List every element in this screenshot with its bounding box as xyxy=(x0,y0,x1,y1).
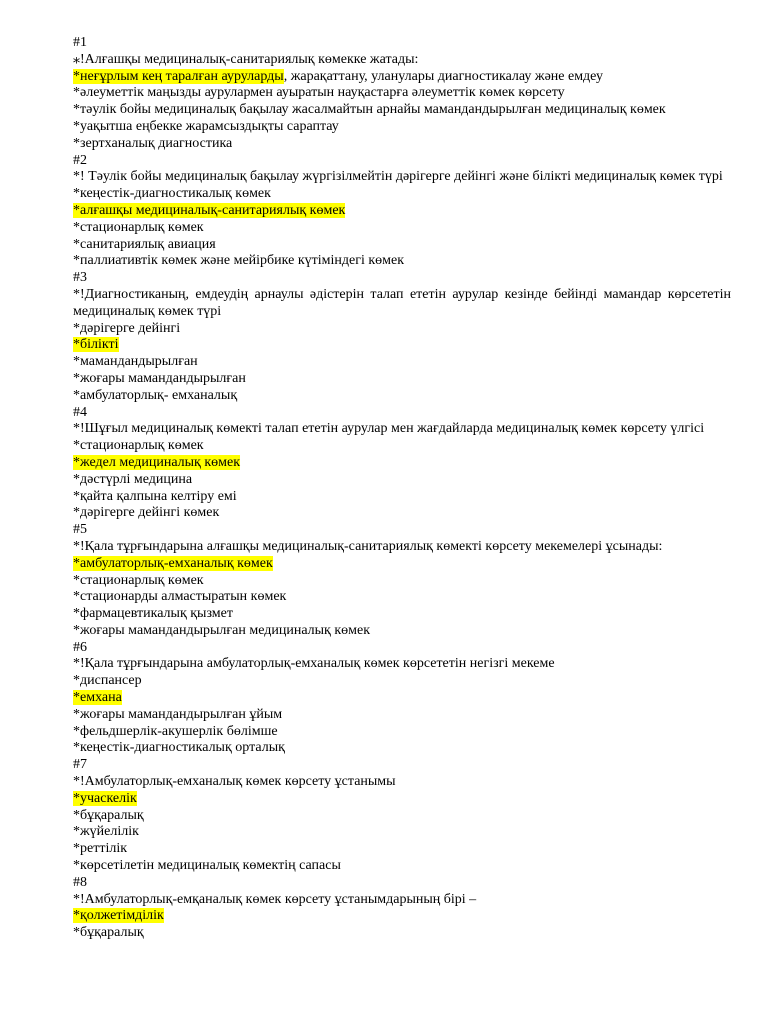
answer-option: *кеңестік-диагностикалық орталық xyxy=(73,740,285,756)
correct-answer-highlight: *емхана xyxy=(73,690,122,706)
correct-answer-highlight: *қолжетімділік xyxy=(73,908,164,924)
answer-option: *стационарлық көмек xyxy=(73,572,204,588)
correct-answer-highlight: *амбулаторлық-емханалық көмек xyxy=(73,555,273,571)
answer-option: *фармацевтикалық қызмет xyxy=(73,606,233,622)
question-text: *!Амбулаторлық-емханалық көмек көрсету ұстанымы xyxy=(73,774,396,790)
answer-option xyxy=(73,455,731,472)
answer-option xyxy=(73,556,731,573)
answer-option: *қайта қалпына келтіру емі xyxy=(73,488,237,504)
answer-option: *жүйелілік xyxy=(73,824,139,840)
question-number: #2 xyxy=(73,152,87,168)
answer-option: *стационарлық көмек xyxy=(73,219,204,235)
answer-option: *дәрігерге дейінгі көмек xyxy=(73,505,220,521)
answer-option: *кеңестік-диагностикалық көмек xyxy=(73,186,271,202)
question-number: #4 xyxy=(73,404,87,420)
answer-option: *диспансер xyxy=(73,673,142,689)
question-number: #1 xyxy=(73,35,87,50)
answer-option xyxy=(73,791,731,808)
correct-answer-highlight: *жедел медициналық көмек xyxy=(73,454,241,470)
question-text: *!Диагностиканың, емдеудің арнаулы әдістерін талап ететін аурулар кезінде бейінді мамандар көрсететін медициналық көмек түрі xyxy=(73,286,731,319)
answer-option: *жоғары мамандандырылған медициналық көмек xyxy=(73,622,371,638)
question-number: #6 xyxy=(73,639,87,655)
answer-option xyxy=(73,908,731,925)
question-number: #5 xyxy=(73,522,87,538)
answer-option xyxy=(73,337,731,354)
question-number: #7 xyxy=(73,757,87,773)
question-text: *!Шұғыл медициналық көмекті талап ететін аурулар мен жағдайларда медициналық көмек көрсету үлгісі xyxy=(73,421,705,437)
answer-option xyxy=(73,203,731,220)
question-text: ⁎!Алғашқы медициналық-санитариялық көмекке жатады: xyxy=(73,51,419,67)
answer-option xyxy=(73,69,731,86)
answer-option: *дәрігерге дейінгі xyxy=(73,320,181,336)
answer-option: *мамандандырылған xyxy=(73,354,198,370)
answer-option: *көрсетілетін медициналық көмектің сапасы xyxy=(73,858,341,874)
answer-option: *тәулік бойы медициналық бақылау жасалмайтын арнайы мамандандырылған медициналық көмек xyxy=(73,102,666,118)
answer-option: *дәстүрлі медицина xyxy=(73,471,193,487)
answer-option: *паллиативтік көмек және мейірбике күтіміндегі көмек xyxy=(73,253,405,269)
document-page xyxy=(73,35,731,942)
question-number: #8 xyxy=(73,874,87,890)
answer-option: *бұқаралық xyxy=(73,807,144,823)
question-text: *!Қала тұрғындарына амбулаторлық-емханалық көмек көрсететін негізгі мекеме xyxy=(73,656,555,672)
question-text: *! Тәулік бойы медициналық бақылау жүргізілмейтін дәрігерге дейінгі және білікті медициналық көмек түрі xyxy=(73,169,723,185)
answer-option: *жоғары мамандандырылған xyxy=(73,370,246,386)
answer-option: *зертханалық диагностика xyxy=(73,135,233,151)
answer-option: *фельдшерлік-акушерлік бөлімше xyxy=(73,723,278,739)
answer-option: *уақытша еңбекке жарамсыздықты сараптау xyxy=(73,118,339,134)
answer-option: *стационарды алмастыратын көмек xyxy=(73,589,287,605)
answer-option: *жоғары мамандандырылған ұйым xyxy=(73,706,283,722)
answer-option: *стационарлық көмек xyxy=(73,438,204,454)
answer-option: *амбулаторлық- емханалық xyxy=(73,387,238,403)
correct-answer-highlight: *неғұрлым кең таралған ауруларды xyxy=(73,68,284,84)
correct-answer-highlight: *білікті xyxy=(73,337,119,353)
answer-option: *санитариялық авиация xyxy=(73,236,216,252)
correct-answer-highlight: *учаскелік xyxy=(73,790,137,806)
answer-option: *реттілік xyxy=(73,841,128,857)
answer-option: *әлеуметтік маңызды аурулармен ауыратын науқастарға әлеуметтік көмек көрсету xyxy=(73,85,565,101)
answer-text: , жарақаттану, уланулары диагностикалау және емдеу xyxy=(283,68,604,84)
answer-option: *бұқаралық xyxy=(73,925,144,941)
answer-option xyxy=(73,690,731,707)
question-number: #3 xyxy=(73,270,87,286)
correct-answer-highlight: *алғашқы медициналық-санитариялық көмек xyxy=(73,202,346,218)
question-text: *!Амбулаторлық-емқаналық көмек көрсету ұстанымдарының бірі – xyxy=(73,891,477,907)
question-text: *!Қала тұрғындарына алғашқы медициналық-санитариялық көмекті көрсету мекемелері ұсынады: xyxy=(73,538,663,554)
